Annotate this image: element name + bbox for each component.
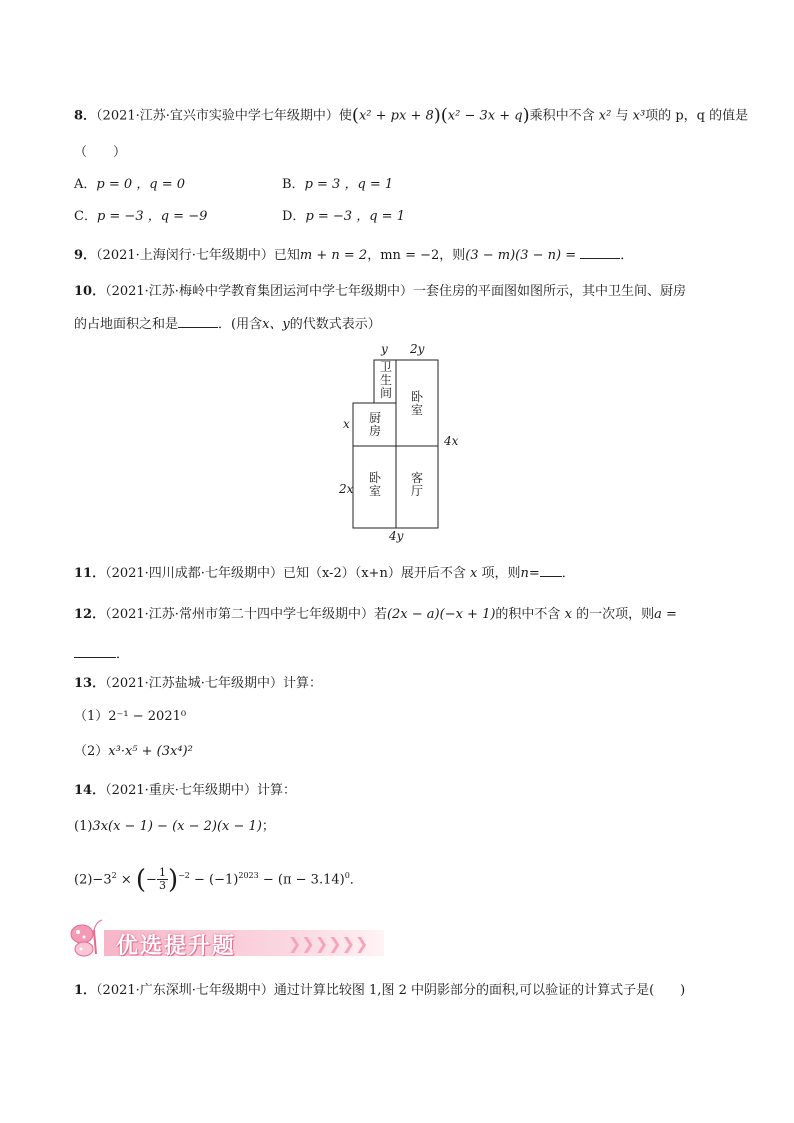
- question-text: 计算：: [256, 783, 296, 798]
- question-11: [74, 562, 575, 584]
- question-number: 10．: [74, 284, 106, 299]
- answer-blank[interactable]: [178, 313, 218, 328]
- question-text: 若: [373, 607, 387, 622]
- question-text: 的一次项，则: [576, 607, 655, 622]
- part-label: (1): [74, 819, 93, 834]
- question-10: [74, 282, 686, 302]
- question-text: 计算：: [282, 676, 322, 691]
- math-expression: −3: [92, 872, 112, 888]
- option-label: C．: [74, 209, 97, 224]
- option-label: B．: [282, 177, 305, 192]
- math-expression: − (π − 3.14): [262, 872, 345, 888]
- math-term: n: [520, 566, 529, 581]
- question-text: 已知（x-2）（x+n）展开后不含: [282, 566, 466, 581]
- question-text: 的占地面积之和是: [74, 317, 179, 332]
- question-source: （2021·江苏·宜兴市实验中学七年级期中）: [96, 108, 339, 124]
- kitchen-label: 厨 房: [368, 411, 381, 438]
- question-text: 通过计算比较图 1,图 2 中阴影部分的面积,可以验证的计算式子是( ): [273, 983, 686, 998]
- fraction: $\frac{1}{3}$: [158, 866, 166, 893]
- question-13-part1: [74, 707, 186, 727]
- question-text: 的积中不含: [495, 607, 561, 622]
- math-expression: (2x − a)(−x + 1): [386, 607, 496, 622]
- math-term: p，q: [675, 108, 705, 124]
- math-operator: ×: [120, 872, 132, 888]
- question-text: 项，则: [481, 566, 521, 581]
- dim-4y: 4y: [389, 529, 404, 543]
- question-text: 使: [338, 108, 352, 124]
- question-number: 14．: [74, 783, 106, 798]
- question-text: 乘积中不含: [529, 108, 595, 124]
- option-text: p = 0 ，q = 0: [96, 177, 186, 192]
- butterfly-icon: [66, 918, 116, 964]
- living-room-label: 客 厅: [410, 471, 423, 498]
- section-title: 优选提升题: [116, 934, 237, 959]
- option-d: [282, 207, 405, 227]
- question-12: [74, 605, 677, 625]
- answer-paren: （ ）: [74, 145, 127, 160]
- chevron-right-icon: ❯❯❯❯❯❯: [288, 934, 369, 953]
- question-text: ．: [620, 248, 634, 263]
- option-b: [282, 175, 393, 195]
- question-text: ．: [561, 566, 575, 581]
- question-number: 12．: [74, 607, 106, 622]
- question-text: 项的: [645, 108, 672, 124]
- part-label: （2）: [74, 744, 109, 759]
- math-term: x、y: [262, 317, 290, 332]
- math-exponent: 2: [111, 871, 117, 880]
- question-13-part2: [74, 742, 193, 762]
- option-text: p = 3 ，q = 1: [304, 177, 394, 192]
- question-source: （2021·上海闵行·七年级期中）: [96, 248, 274, 263]
- part-label: （1）: [74, 709, 109, 724]
- bedroom-top-label: 卧 室: [410, 390, 423, 417]
- dim-y: y: [381, 342, 388, 356]
- math-expression: m + n = 2: [299, 248, 368, 263]
- math-exponent: 0: [344, 871, 350, 880]
- question-14: [74, 781, 296, 801]
- question-text: 已知: [273, 248, 300, 263]
- answer-blank[interactable]: [580, 244, 620, 259]
- math-term: x³: [632, 108, 646, 124]
- bedroom-bottom-label: 卧 室: [368, 471, 381, 498]
- question-number: 9．: [74, 248, 97, 263]
- question-text: =: [528, 566, 540, 581]
- math-expression: mn = −2: [380, 248, 440, 263]
- math-expression: (3 − m)(3 − n) =: [465, 248, 577, 263]
- question-13: [74, 674, 322, 694]
- answer-blank[interactable]: [74, 643, 116, 658]
- question-source: （2021·江苏盐城·七年级期中）: [105, 676, 283, 691]
- question-text: 的代数式表示）: [289, 317, 381, 332]
- math-exponent: −2: [178, 871, 190, 880]
- math-expression: x² − 3x + q: [447, 108, 523, 124]
- question-number: 8．: [74, 108, 97, 124]
- option-label: A．: [74, 177, 97, 192]
- question-number: 13．: [74, 676, 106, 691]
- answer-blank[interactable]: [540, 562, 562, 577]
- option-c: [74, 207, 207, 227]
- part-label: (2): [74, 872, 93, 888]
- option-text: p = −3 ，q = 1: [305, 209, 405, 224]
- dim-x: x: [343, 417, 350, 431]
- option-a: [74, 175, 185, 195]
- question-10-line2: [74, 313, 381, 335]
- section-banner: [66, 918, 369, 964]
- dim-2y: 2y: [410, 342, 425, 356]
- math-term: a: [654, 607, 662, 622]
- question-12-line2: [74, 643, 129, 665]
- question-text: =: [665, 607, 677, 622]
- question-source: （2021·江苏·梅岭中学教育集团运河中学七年级期中）: [105, 284, 413, 299]
- question-text: ；: [261, 819, 275, 834]
- question-source: （2021·江苏·常州市第二十四中学七年级期中）: [105, 607, 374, 622]
- math-expression: − (−1): [194, 872, 239, 888]
- question-14-part2: $(2)-3^2$ × (− $\frac{1}{3}$ )$^{-2} - (-1)^{2023} - (\pi - 3.14)^0$．: [74, 864, 363, 895]
- question-text: ．: [116, 647, 130, 662]
- dim-2x: 2x: [339, 482, 354, 496]
- question-source: （2021·重庆·七年级期中）: [105, 783, 257, 798]
- math-expression: 2⁻¹ − 2021⁰: [108, 709, 187, 724]
- math-expression: x³·x⁵ + (3x⁴)²: [108, 744, 193, 759]
- math-expression: 3x(x − 1) − (x − 2)(x − 1): [92, 819, 262, 834]
- option-text: p = −3 ，q = −9: [96, 209, 208, 224]
- dim-4x: 4x: [444, 434, 459, 448]
- question-text: 与: [615, 108, 629, 124]
- question-source: （2021·广东深圳·七年级期中）: [96, 983, 274, 998]
- question-number: 11．: [74, 566, 106, 581]
- question-number: 1．: [74, 983, 97, 998]
- question-text: ，: [367, 248, 381, 263]
- question-14-part1: [74, 817, 275, 837]
- question-text: ．: [349, 872, 363, 888]
- math-term: x: [469, 566, 478, 581]
- math-term: x²: [598, 108, 612, 124]
- question-8: 8．（2021·江苏·宜兴市实验中学七年级期中）使(x² + px + 8)(x² − 3x + q)乘积中不含 x² 与 x³项的 p，q 的值是: [74, 105, 749, 126]
- question-1: [74, 981, 685, 1001]
- math-exponent: 2023: [238, 871, 259, 880]
- option-label: D．: [282, 209, 306, 224]
- bathroom-label: 卫 生 间: [379, 360, 392, 400]
- question-source: （2021·四川成都·七年级期中）: [105, 566, 283, 581]
- math-expression: x² + px + 8: [358, 108, 434, 124]
- question-text: ．(用含: [218, 317, 263, 332]
- question-text: ，则: [439, 248, 466, 263]
- question-text: 的值是: [709, 108, 749, 124]
- question-9: [74, 244, 633, 266]
- question-text: 一套住房的平面图如图所示，其中卫生间、厨房: [412, 284, 686, 299]
- math-term: x: [564, 607, 572, 622]
